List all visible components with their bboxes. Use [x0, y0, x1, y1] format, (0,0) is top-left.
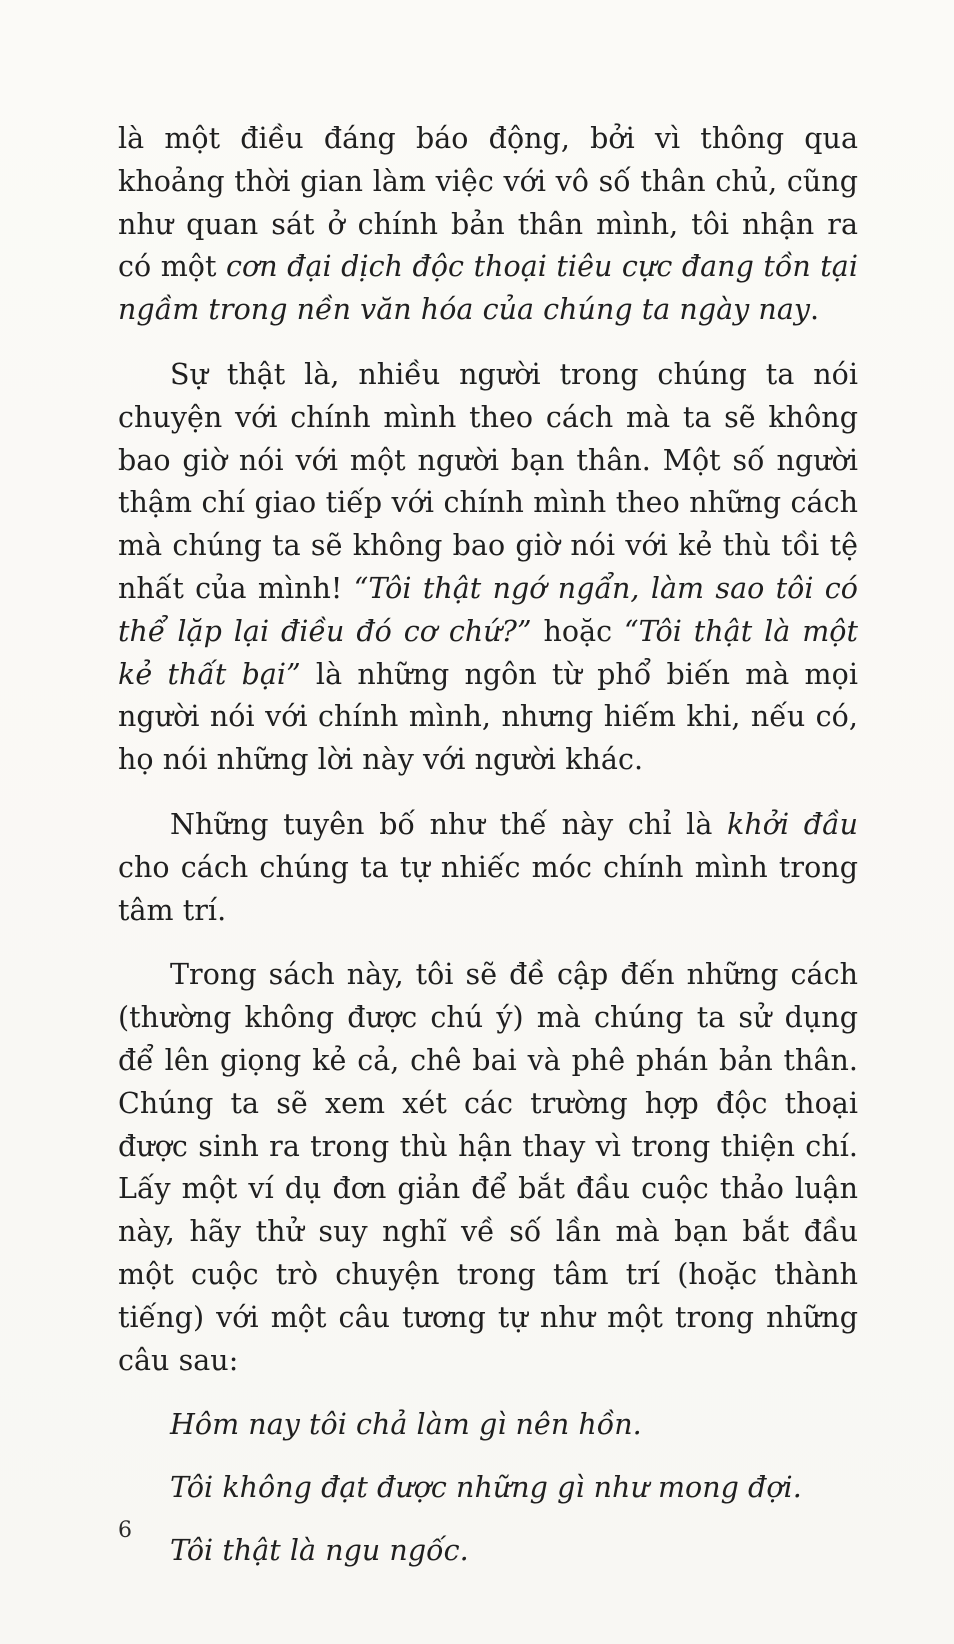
paragraph-3 — [118, 804, 858, 932]
page-body-text — [118, 118, 858, 1593]
example-sentences-list — [118, 1404, 858, 1572]
example-sentence-3: Tôi thật là ngu ngốc. — [170, 1533, 469, 1567]
paragraph-2-quote-1: “Tôi thật ngớ ngẩn, làm sao tôi có thể lặp lại điều đó cơ chứ?” — [118, 571, 858, 648]
paragraph-2-text-a: Sự thật là, nhiều người trong chúng ta nói chuyện với chính mình theo cách mà ta sẽ không bao giờ nói với một người bạn thân. Một số người thậm chí giao tiếp với chính mình theo những cách mà chúng ta sẽ không bao giờ nói với kẻ thù tồi tệ nhất của mình! — [118, 357, 858, 605]
example-sentence-1: Hôm nay tôi chả làm gì nên hồn. — [170, 1408, 642, 1442]
page-number: 6 — [118, 1518, 132, 1543]
paragraph-1 — [118, 118, 858, 332]
paragraph-2-quote-2: “Tôi thật là một kẻ thất bại” — [118, 614, 858, 691]
paragraph-3-text-c: cho cách chúng ta tự nhiếc móc chính mình trong tâm trí. — [118, 850, 858, 927]
paragraph-2-text-e: là những ngôn từ phổ biến mà mọi người nói với chính mình, nhưng hiếm khi, nếu có, họ nói những lời này với người khác. — [118, 657, 858, 777]
paragraph-3-text-a: Những tuyên bố như thế này chỉ là — [170, 807, 728, 841]
paragraph-4: Trong sách này, tôi sẽ đề cập đến những cách (thường không được chú ý) mà chúng ta sử dụng để lên giọng kẻ cả, chê bai và phê phán bản thân. Chúng ta sẽ xem xét các trường hợp độc thoại được sinh ra trong thù hận thay vì trong thiện chí. Lấy một ví dụ đơn giản để bắt đầu cuộc thảo luận này, hãy thử suy nghĩ về số lần mà bạn bắt đầu một cuộc trò chuyện trong tâm trí (hoặc thành tiếng) với một câu tương tự như một trong những câu sau: — [118, 958, 858, 1377]
paragraph-3-emphasis: khởi đầu — [727, 807, 858, 841]
paragraph-1-emphasis: cơn đại dịch độc thoại tiêu cực đang tồn tại ngầm trong nền văn hóa của chúng ta ngày nay — [118, 250, 858, 327]
example-sentence-2: Tôi không đạt được những gì như mong đợi. — [170, 1471, 802, 1505]
paragraph-2-text-c: hoặc — [531, 614, 625, 648]
paragraph-1-text-a: là một điều đáng báo động, bởi vì thông qua khoảng thời gian làm việc với vô số thân chủ, cũng như quan sát ở chính bản thân mình, tôi nhận ra có một — [118, 122, 858, 284]
paragraph-2 — [118, 354, 858, 782]
paragraph-1-text-c: . — [810, 293, 820, 327]
